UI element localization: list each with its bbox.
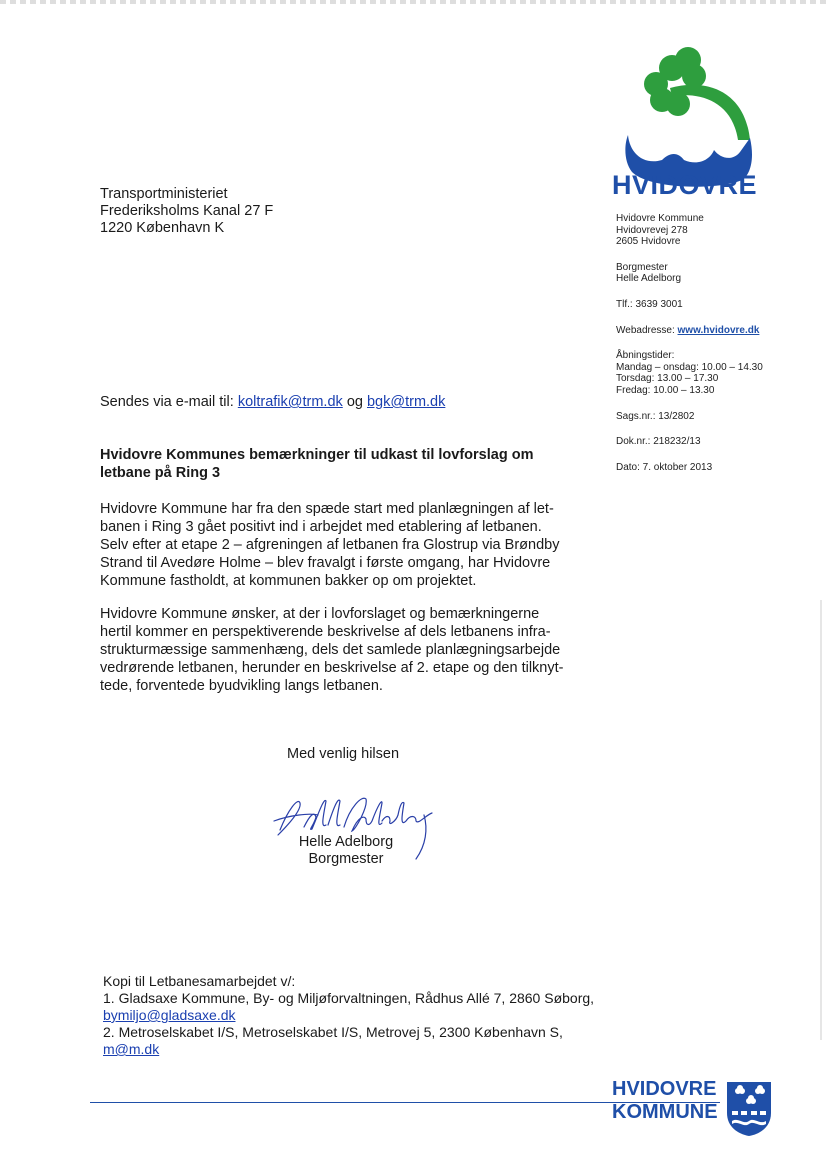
signatory	[294, 834, 398, 868]
email-link-gladsaxe[interactable]: bymiljo@gladsaxe.dk	[103, 1007, 236, 1023]
scan-edge-shadow	[820, 600, 822, 1040]
info-line: Hvidovre Kommune	[616, 213, 704, 224]
hours-line: Torsdag: 13.00 – 17.30	[616, 373, 719, 385]
body-line: Hvidovre Kommune har fra den spæde start med planlægningen af let-	[100, 501, 554, 517]
body-line: Hvidovre Kommune ønsker, at der i lovforslaget og bemærkningerne	[100, 606, 540, 622]
case-number: Sags.nr.: 13/2802	[616, 410, 695, 422]
body-line: Kommune fastholdt, at kommunen bakker op om projektet.	[100, 573, 477, 589]
footer-brand-line: HVIDOVRE	[612, 1078, 717, 1100]
sender-address	[616, 213, 763, 248]
web-address	[616, 325, 763, 337]
brand-name: HVIDOVRE	[612, 170, 758, 200]
recipient-line: Transportministeriet	[100, 186, 228, 202]
web-label: Webadresse:	[616, 324, 675, 336]
body-line: vedrørende letbanen, herunder en beskrivelse af 2. etape og den tilknyt-	[100, 660, 564, 676]
letter-date: Dato: 7. oktober 2013	[616, 461, 713, 473]
body-line: Strand til Avedøre Holme – blev fravalgt i første omgang, har Hvidovre	[100, 555, 551, 571]
info-line: 2605 Hvidovre	[616, 236, 681, 248]
phone: Tlf.: 3639 3001	[616, 298, 683, 310]
recipient-line: 1220 København K	[100, 220, 225, 236]
email-link-koltrafik[interactable]: koltrafik@trm.dk	[237, 394, 343, 410]
body-line: strukturmæssige sammenhæng, dels det samlede planlægningsarbejde	[100, 642, 561, 658]
mayor-block	[616, 262, 763, 285]
info-line: Helle Adelborg	[616, 273, 682, 285]
closing-greeting: Med venlig hilsen	[287, 746, 400, 762]
recipient-address	[100, 186, 273, 237]
send-conj: og	[346, 394, 363, 410]
doc-number: Dok.nr.: 218232/13	[616, 436, 701, 448]
hours-line: Mandag – onsdag: 10.00 – 14.30	[616, 361, 763, 373]
hours-line: Fredag: 10.00 – 13.30	[616, 384, 715, 396]
sender-info	[616, 213, 763, 487]
recipient-line: Frederiksholms Kanal 27 F	[100, 203, 274, 219]
body-line: banen i Ring 3 gået positivt ind i arbejdet med etablering af letbanen.	[100, 519, 542, 535]
body-paragraph-1	[100, 500, 600, 590]
web-link[interactable]: www.hvidovre.dk	[677, 324, 760, 336]
copy-line: 2. Metroselskabet I/S, Metroselskabet I/S, Metrovej 5, 2300 København S,	[103, 1024, 563, 1040]
info-line: Hvidovrevej 278	[616, 224, 688, 236]
body-line: tede, forventede byudvikling langs letbanen.	[100, 678, 383, 694]
body-paragraph-2	[100, 605, 600, 695]
body-line: hertil kommer en perspektiverende beskrivelse af dels letbanens infra-	[100, 624, 551, 640]
footer-brand	[612, 1078, 718, 1124]
municipality-crest-icon	[724, 1079, 774, 1137]
email-link-metro[interactable]: m@m.dk	[103, 1041, 160, 1057]
footer-brand-line: KOMMUNE	[612, 1101, 718, 1123]
copy-line: 1. Gladsaxe Kommune, By- og Miljøforvaltningen, Rådhus Allé 7, 2860 Søborg,	[103, 990, 595, 1006]
send-prefix: Sendes via e-mail til:	[100, 394, 234, 410]
send-via-email	[100, 394, 445, 410]
opening-hours	[616, 350, 763, 396]
email-link-bgk[interactable]: bgk@trm.dk	[366, 394, 446, 410]
copy-recipients	[103, 973, 594, 1058]
signatory-name: Helle Adelborg	[298, 834, 394, 850]
hours-title: Åbningstider:	[616, 350, 675, 362]
copy-heading: Kopi til Letbanesamarbejdet v/:	[103, 973, 296, 989]
info-line: Borgmester	[616, 261, 668, 273]
signatory-title: Borgmester	[308, 851, 384, 867]
body-line: Selv efter at etape 2 – afgreningen af letbanen fra Glostrup via Brøndby	[100, 537, 560, 553]
scan-top-border	[0, 0, 827, 4]
letter-subject: Hvidovre Kommunes bemærkninger til udkast til lovforslag om letbane på Ring 3	[100, 447, 534, 481]
